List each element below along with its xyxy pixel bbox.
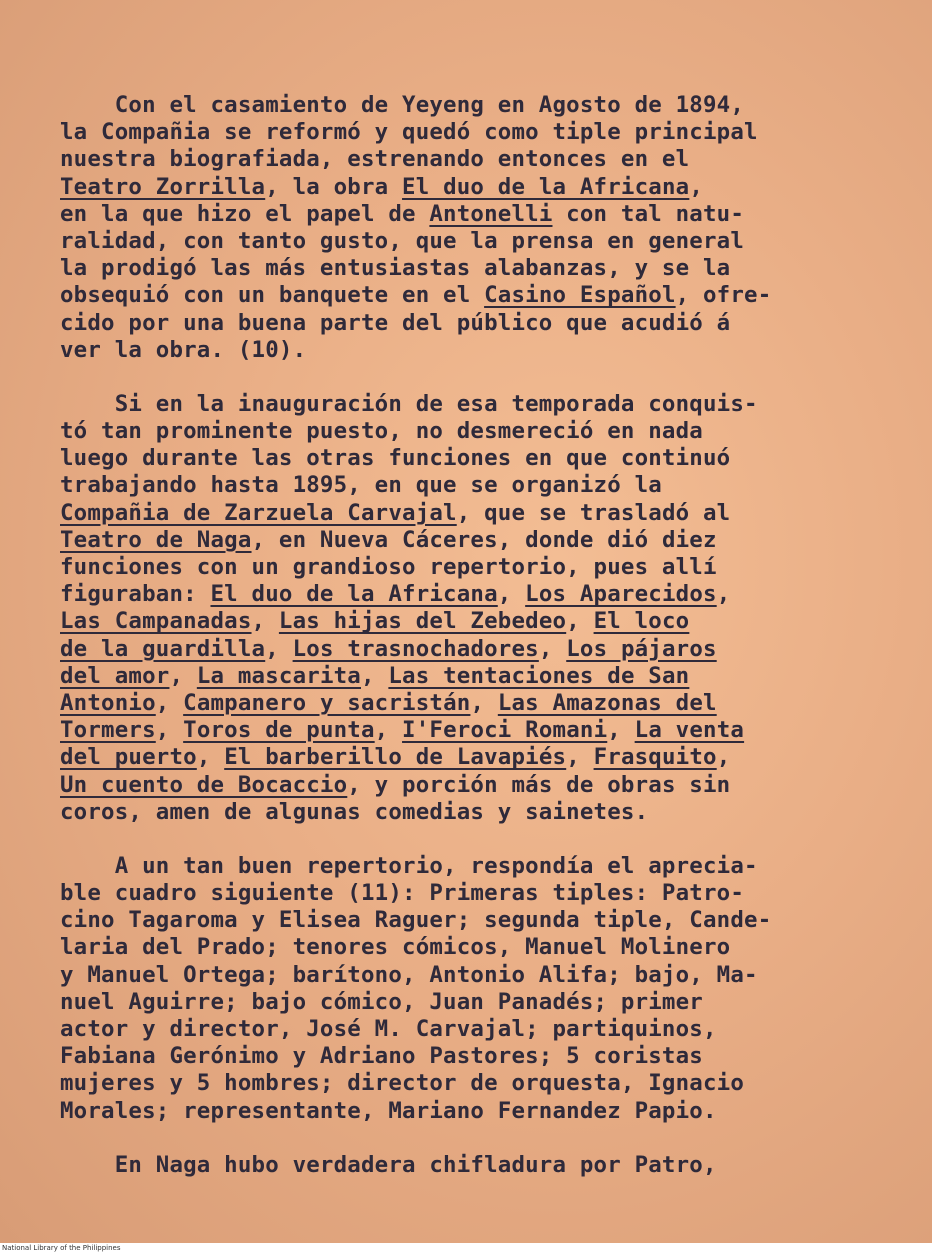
underlined-title: El duo de la Africana <box>210 581 498 608</box>
text-line <box>60 608 880 635</box>
document-body <box>60 92 880 1206</box>
text-segment: , y porción más de obras sin <box>347 771 731 798</box>
paragraph <box>60 853 880 1125</box>
text-line <box>60 907 880 934</box>
text-segment: , <box>716 581 731 608</box>
text-segment: figuraban: <box>60 581 211 608</box>
underlined-title: Casino Español <box>484 282 676 309</box>
text-segment: , <box>689 173 704 200</box>
text-line <box>60 92 880 119</box>
text-line <box>60 228 880 255</box>
text-segment: ble cuadro siguiente (11): Primeras tiples: Patro- <box>60 880 745 907</box>
text-line <box>60 391 880 418</box>
text-line <box>60 717 880 744</box>
text-line <box>60 337 880 364</box>
text-line <box>60 853 880 880</box>
text-segment: , <box>470 689 498 716</box>
underlined-title: El loco <box>593 608 690 635</box>
underlined-title: Los Aparecidos <box>525 581 717 608</box>
text-segment: coros, amen de algunas comedias y sainetes. <box>60 798 649 825</box>
text-segment: , la obra <box>265 173 403 200</box>
text-segment: tó tan prominente puesto, no desmereció en nada <box>60 418 703 445</box>
library-credit: National Library of the Philippines <box>2 1244 121 1252</box>
paragraph <box>60 92 880 364</box>
text-line <box>60 255 880 282</box>
underlined-title: La mascarita <box>196 662 361 689</box>
text-line <box>60 554 880 581</box>
text-line <box>60 174 880 201</box>
text-segment: En Naga hubo verdadera chifladura por Patro, <box>60 1151 717 1178</box>
text-segment: , en Nueva Cáceres, donde dió diez <box>251 526 717 553</box>
text-line <box>60 636 880 663</box>
underlined-title: Frasquito <box>593 744 717 771</box>
text-line <box>60 934 880 961</box>
text-line <box>60 581 880 608</box>
underlined-title: Antonelli <box>429 200 553 227</box>
text-segment: luego durante las otras funciones en que continuó <box>60 445 731 472</box>
underlined-title: El barberillo de Lavapiés <box>224 744 567 771</box>
text-line <box>60 744 880 771</box>
text-line <box>60 663 880 690</box>
underlined-title: Campanero y sacristán <box>183 689 471 716</box>
text-line <box>60 472 880 499</box>
footer-strip <box>0 1243 932 1253</box>
text-segment: la prodigó las más entusiastas alabanzas, y se la <box>60 255 731 282</box>
text-segment: , <box>196 744 225 771</box>
text-segment: con tal natu- <box>552 200 745 227</box>
text-line <box>60 282 880 309</box>
text-segment: obsequió con un banquete en el <box>60 282 485 309</box>
text-segment: laria del Prado; tenores cómicos, Manuel Molinero <box>60 934 731 961</box>
text-line <box>60 690 880 717</box>
text-line <box>60 880 880 907</box>
underlined-title: Los pájaros <box>566 635 717 662</box>
text-line <box>60 799 880 826</box>
text-segment: en la que hizo el papel de <box>60 200 430 227</box>
text-segment: , <box>538 635 567 662</box>
underlined-title: El duo de la Africana <box>402 173 690 200</box>
text-segment: , <box>374 717 403 744</box>
text-line <box>60 418 880 445</box>
text-segment: ralidad, con tanto gusto, que la prensa en general <box>60 227 745 254</box>
underlined-title: Teatro Zorrilla <box>60 173 266 200</box>
text-line <box>60 445 880 472</box>
text-segment: A un tan buen repertorio, respondía el aprecia- <box>60 852 758 879</box>
text-segment: nuel Aguirre; bajo cómico, Juan Panadés; primer <box>60 988 703 1015</box>
underlined-title: Las hijas del Zebedeo <box>278 608 567 635</box>
underlined-title: Antonio <box>60 689 156 716</box>
text-segment: , <box>169 662 197 689</box>
text-line <box>60 1043 880 1070</box>
text-segment: , <box>265 635 293 662</box>
text-segment: , <box>251 608 279 635</box>
text-segment: trabajando hasta 1895, en que se organizó la <box>60 472 662 499</box>
paragraph <box>60 1152 880 1179</box>
text-line <box>60 119 880 146</box>
text-segment: , ofre- <box>675 282 772 309</box>
text-line <box>60 962 880 989</box>
underlined-title: I'Feroci Romani <box>402 717 608 744</box>
text-line <box>60 1098 880 1125</box>
underlined-title: Los trasnochadores <box>292 635 539 662</box>
text-segment: , <box>361 662 389 689</box>
text-segment: , <box>716 744 731 771</box>
underlined-title: del amor <box>60 662 170 689</box>
text-line <box>60 146 880 173</box>
underlined-title: Toros de punta <box>183 717 375 744</box>
underlined-title: del puerto <box>60 744 197 771</box>
underlined-title: Tormers <box>60 717 156 744</box>
underlined-title: Las tentaciones de San <box>388 662 690 689</box>
text-segment: funciones con un grandioso repertorio, pues allí <box>60 554 717 580</box>
text-segment: y Manuel Ortega; barítono, Antonio Alifa; bajo, Ma- <box>60 961 758 988</box>
text-line <box>60 527 880 554</box>
underlined-title: Compañia de Zarzuela Carvajal <box>60 499 457 526</box>
text-segment: nuestra biografiada, estrenando entonces en el <box>60 146 690 173</box>
text-line <box>60 772 880 799</box>
text-line <box>60 1070 880 1097</box>
text-segment: , que se trasladó al <box>456 499 731 526</box>
text-segment: , <box>155 689 184 716</box>
text-segment: , <box>566 608 594 635</box>
text-line <box>60 310 880 337</box>
text-segment: , <box>607 717 635 744</box>
underlined-title: Las Amazonas del <box>497 689 717 716</box>
text-segment: , <box>497 581 526 608</box>
underlined-title: La venta <box>634 717 745 744</box>
underlined-title: de la guardilla <box>60 635 266 662</box>
underlined-title: Un cuento de Bocaccio <box>60 771 348 798</box>
text-line <box>60 1152 880 1179</box>
text-segment: , <box>155 717 184 744</box>
text-line <box>60 989 880 1016</box>
text-segment: ver la obra. (10). <box>60 336 307 363</box>
text-line <box>60 500 880 527</box>
text-segment: , <box>566 744 594 771</box>
text-line <box>60 201 880 228</box>
underlined-title: Teatro de Naga <box>60 526 252 553</box>
text-line <box>60 1016 880 1043</box>
underlined-title: Las Campanadas <box>60 608 252 635</box>
text-segment: mujeres y 5 hombres; director de orquesta, Ignacio <box>60 1070 745 1097</box>
text-segment: cido por una buena parte del público que acudió á <box>60 309 731 336</box>
text-segment: Con el casamiento de Yeyeng en Agosto de 1894, <box>60 92 745 118</box>
text-segment: Si en la inauguración de esa temporada conquis- <box>60 390 758 417</box>
text-segment: la Compañia se reformó y quedó como tiple principal <box>60 119 758 146</box>
text-segment: cino Tagaroma y Elisea Raguer; segunda tiple, Cande- <box>60 907 772 934</box>
paragraph <box>60 391 880 826</box>
text-segment: actor y director, José M. Carvajal; partiquinos, <box>60 1016 717 1042</box>
text-segment: Morales; representante, Mariano Fernandez Papio. <box>60 1097 717 1124</box>
text-segment: Fabiana Gerónimo y Adriano Pastores; 5 coristas <box>60 1043 703 1070</box>
